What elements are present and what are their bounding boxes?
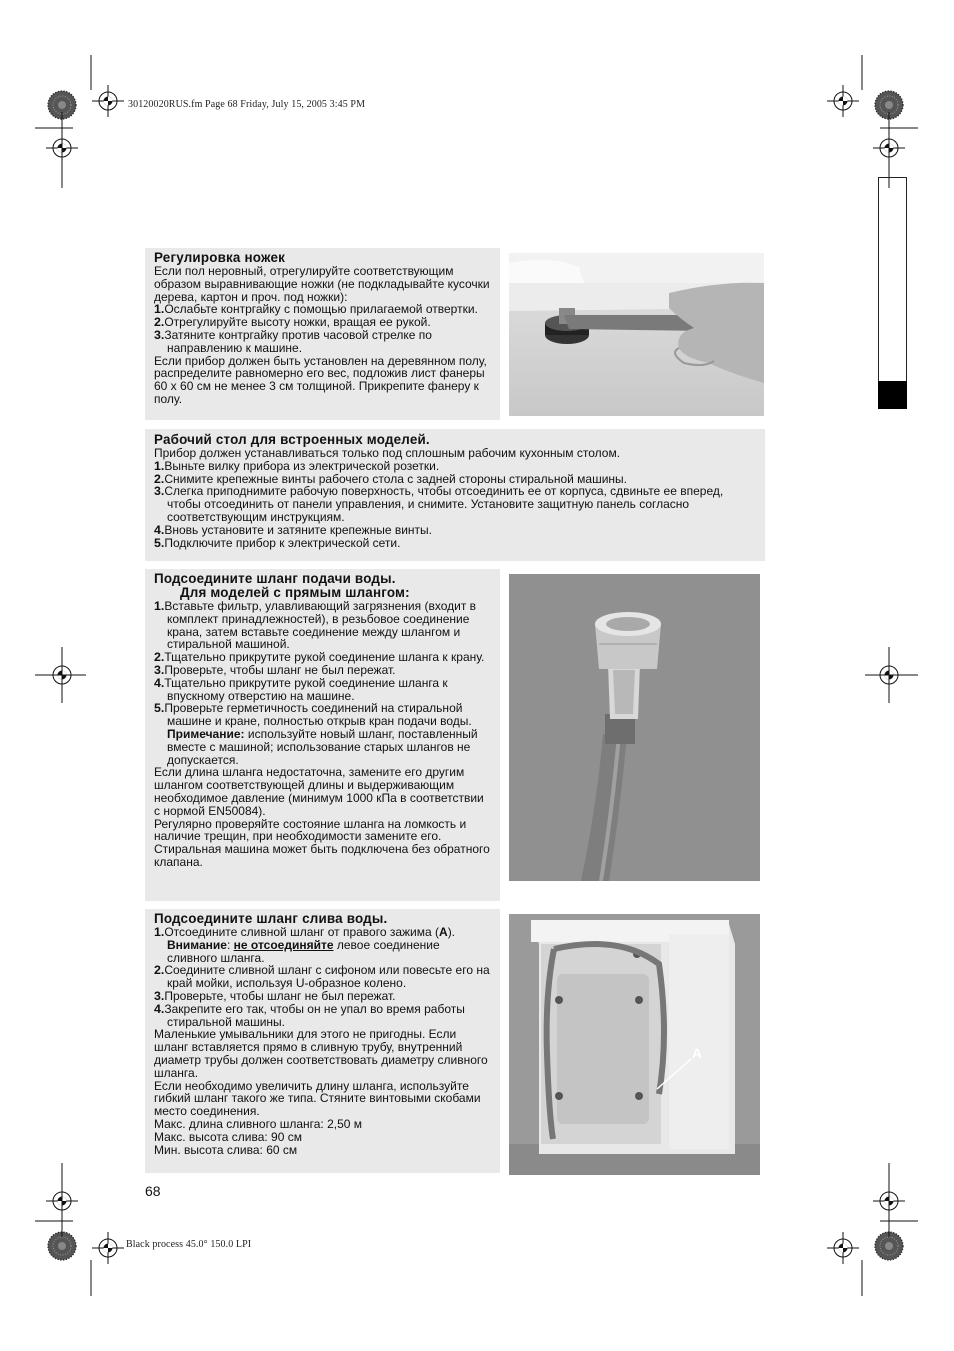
paragraph: Стиральная машина может быть подключена без обратного клапана. (154, 842, 490, 869)
list-item: 3.Проверьте, чтобы шланг не был пережат. (154, 662, 396, 677)
attention-note: Внимание: не отсоединяйте левое соединение сливного шланга. (167, 937, 440, 965)
list-item: 1.Выньте вилку прибора из электрической розетки. (154, 458, 440, 473)
list-item: 3.Проверьте, чтобы шланг не был пережат. (154, 988, 396, 1003)
print-header-info: 30120020RUS.fm Page 68 Friday, July 15, 2005 3:45 PM (128, 99, 366, 110)
washer-back-illustration (509, 914, 760, 1175)
registration-mark-icon (827, 1232, 859, 1264)
registration-mark-icon (92, 85, 124, 117)
spec-line: Мин. высота слива: 60 см (154, 1142, 298, 1157)
section-drain-hose (145, 909, 500, 1173)
callout-label-a: A (692, 1045, 703, 1061)
thumb-tab-outline (878, 177, 907, 381)
list-item: 1.Вставьте фильтр, улавливающий загрязнения (входит в комплект принадлежностей), в резьбовое соединение крана, затем вставьте соединение между шлангом и стиральной машиной. (154, 599, 477, 652)
section-title: Подсоедините шланг подачи воды. (154, 571, 396, 586)
list-item: 1.Ослабьте контргайку с помощью прилагаемой отвертки. (154, 302, 478, 317)
section-title: Рабочий стол для встроенных моделей. (154, 432, 430, 447)
wrench-illustration (509, 253, 764, 416)
note: Примечание: используйте новый шланг, поставленный вместе с машиной; использование старых шлангов не допускается. (167, 726, 478, 767)
section-feet-adjustment (145, 248, 500, 420)
list-item: 5.Подключите прибор к электрической сети. (154, 535, 401, 550)
section-subtitle: Для моделей с прямым шлангом: (180, 585, 410, 600)
paragraph: Маленькие умывальники для этого не пригодны. Если шланг вставляется прямо в сливную трубу, внутренний диаметр трубы должен соответствовать диаметру сливного шланга. (154, 1027, 488, 1080)
hose-illustration (509, 574, 760, 881)
photo-inlet-hose (509, 574, 760, 881)
spec-line: Макс. длина сливного шланга: 2,50 м (154, 1116, 363, 1131)
section-intro: Если пол неровный, отрегулируйте соответствующим образом выравнивающие ножки (не подкладывайте кусочки дерева, картон и проч. под ножки): (154, 264, 490, 304)
list-item: 1.Отсоедините сливной шланг от правого зажима (A). (154, 925, 456, 939)
section-title: Регулировка ножек (154, 250, 286, 265)
section-intro: Прибор должен устанавливаться только под сплошным рабочим кухонным столом. (154, 446, 621, 460)
list-item: 2.Соедините сливной шланг с сифоном или повесьте его на край мойки, используя U-образное колено. (154, 963, 490, 991)
page-number: 68 (145, 1183, 161, 1199)
list-item: 3.Слегка приподнимите рабочую поверхность, чтобы отсоединить ее от корпуса, сдвиньте ее вперед, чтобы отсоединить от панели управления, и снимите. Установите защитную панель согласно соответствующим инструкциям. (154, 484, 724, 524)
list-item: 4.Тщательно прикрутите рукой соединение шланга к впускному отверстию на машине. (154, 675, 448, 703)
list-item: 4.Вновь установите и затяните крепежные винты. (154, 522, 432, 537)
list-item: 2.Снимите крепежные винты рабочего стола с задней стороны стиральной машины. (154, 471, 627, 486)
list-item: 5.Проверьте герметичность соединений на стиральной машине и кране, полностью открыв кран подачи воды. (154, 701, 472, 729)
paragraph: Если длина шланга недостаточна, замените его другим шлангом соответствующей длины и выдерживающим необходимое давление (минимум 1000 кПа в соответствии с нормой EN50084). (154, 765, 484, 818)
thumb-tab-marker (878, 381, 907, 409)
photo-machine-back (509, 914, 760, 1175)
print-footer-info: Black process 45.0° 150.0 LPI (126, 1239, 252, 1250)
section-outro: Если прибор должен быть установлен на деревянном полу, распределите равномерно его вес, подложив лист фанеры 60 x 60 см не менее 3 см толщиной. Прикрепите фанеру к полу. (154, 353, 487, 406)
list-item: 2.Отрегулируйте высоту ножки, вращая ее рукой. (154, 315, 431, 330)
section-water-inlet (145, 569, 500, 901)
registration-mark-icon (92, 1232, 124, 1264)
list-item: 3.Затяните контргайку против часовой стрелке по направлению к машине. (154, 327, 432, 355)
section-built-in-worktop (145, 429, 765, 561)
spec-line: Макс. высота слива: 90 см (154, 1129, 302, 1144)
paragraph: Регулярно проверяйте состояние шланга на ломкость и наличие трещин, при необходимости замените его. (154, 816, 467, 844)
section-title: Подсоедините шланг слива воды. (154, 911, 388, 926)
list-item: 4.Закрепите его так, чтобы он не упал во время работы стиральной машины. (154, 1001, 465, 1029)
list-item: 2.Тщательно прикрутите рукой соединение шланга к крану. (154, 650, 485, 665)
paragraph: Если необходимо увеличить длину шланга, используйте гибкий шланг такого же типа. Стяните винтовыми скобами место соединения. (154, 1078, 481, 1119)
registration-mark-icon (827, 85, 859, 117)
photo-adjusting-foot (509, 253, 764, 416)
